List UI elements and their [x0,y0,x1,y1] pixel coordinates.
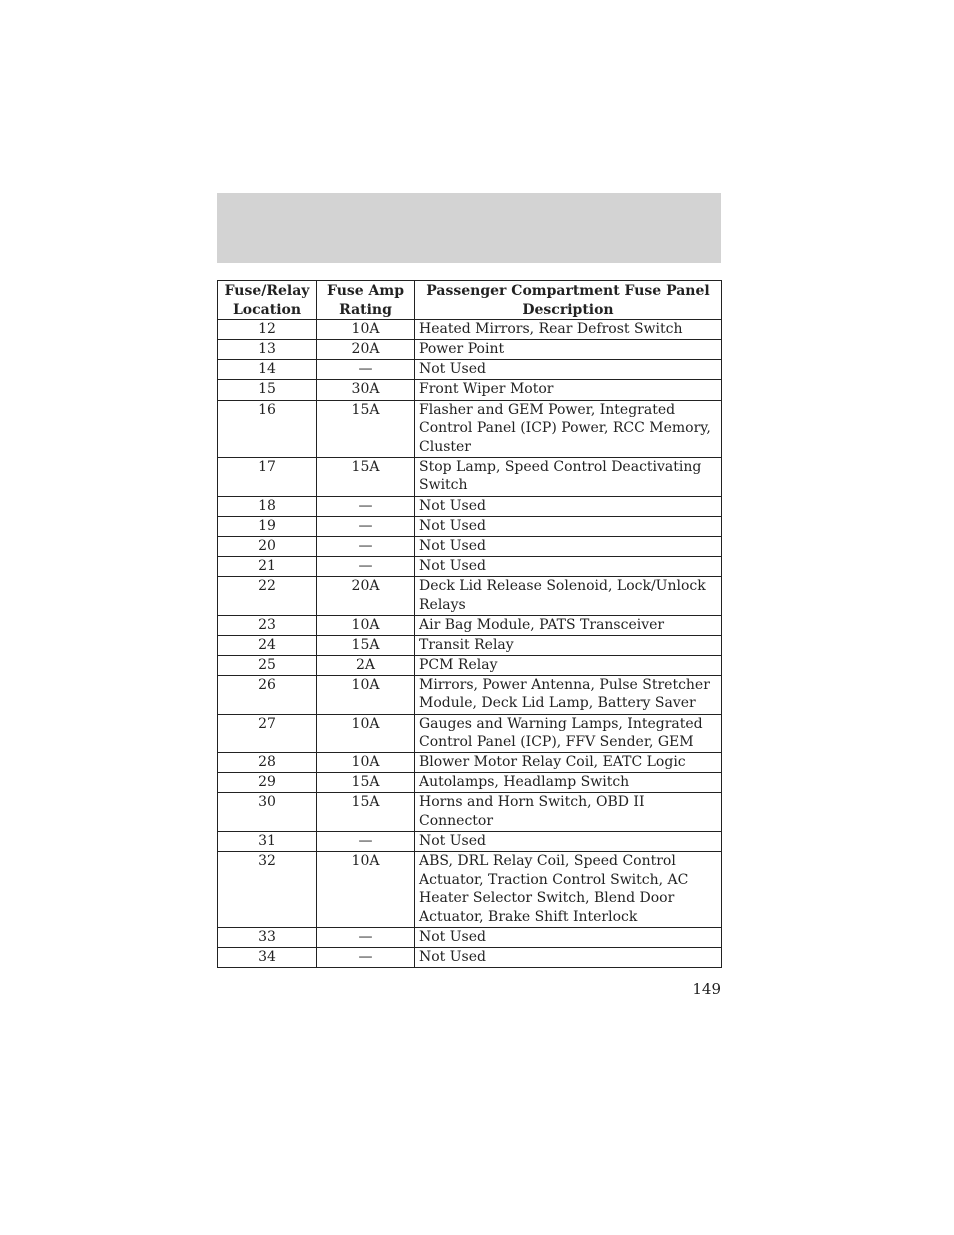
fuse-location-cell: 34 [218,948,317,968]
fuse-amp-cell: — [317,928,415,948]
fuse-location-cell: 30 [218,793,317,832]
fuse-description-cell: Not Used [415,948,722,968]
fuse-description-cell: Front Wiper Motor [415,380,722,400]
fuse-description-cell: Mirrors, Power Antenna, Pulse Stretcher Module, Deck Lid Lamp, Battery Saver [415,675,722,714]
header-description: Passenger Compartment Fuse Panel Description [415,281,722,320]
fuse-location-cell: 18 [218,496,317,516]
table-row [218,675,722,714]
table-row [218,773,722,793]
fuse-description-cell: Autolamps, Headlamp Switch [415,773,722,793]
fuse-amp-cell: 10A [317,714,415,753]
fuse-location-cell: 31 [218,832,317,852]
fuse-location-cell: 24 [218,635,317,655]
section-header-band [217,193,721,263]
fuse-amp-cell: 20A [317,576,415,615]
header-amp-rating: Fuse Amp Rating [317,281,415,320]
fuse-description-cell: Blower Motor Relay Coil, EATC Logic [415,753,722,773]
fuse-location-cell: 14 [218,360,317,380]
fuse-amp-cell: 10A [317,615,415,635]
fuse-amp-cell: — [317,832,415,852]
fuse-location-cell: 17 [218,457,317,496]
table-row [218,655,722,675]
fuse-amp-cell: 10A [317,675,415,714]
fuse-amp-cell: 30A [317,380,415,400]
fuse-description-cell: Stop Lamp, Speed Control Deactivating Switch [415,457,722,496]
fuse-amp-cell: — [317,536,415,556]
fuse-amp-cell: 2A [317,655,415,675]
fuse-amp-cell: 15A [317,793,415,832]
table-row [218,615,722,635]
fuse-description-cell: Power Point [415,340,722,360]
fuse-description-cell: Air Bag Module, PATS Transceiver [415,615,722,635]
fuse-table-body [218,320,722,968]
fuse-description-cell: Not Used [415,536,722,556]
fuse-location-cell: 25 [218,655,317,675]
fuse-description-cell: Flasher and GEM Power, Integrated Control Panel (ICP) Power, RCC Memory, Cluster [415,400,722,457]
fuse-location-cell: 32 [218,852,317,928]
table-row [218,852,722,928]
fuse-amp-cell: — [317,516,415,536]
fuse-table [217,280,722,968]
fuse-amp-cell: — [317,360,415,380]
fuse-description-cell: PCM Relay [415,655,722,675]
fuse-description-cell: Not Used [415,928,722,948]
fuse-location-cell: 20 [218,536,317,556]
fuse-description-cell: Transit Relay [415,635,722,655]
fuse-location-cell: 12 [218,320,317,340]
table-row [218,832,722,852]
table-row [218,714,722,753]
fuse-amp-cell: 15A [317,457,415,496]
fuse-description-cell: Not Used [415,832,722,852]
fuse-location-cell: 33 [218,928,317,948]
table-row [218,928,722,948]
table-row [218,360,722,380]
fuse-description-cell: Horns and Horn Switch, OBD II Connector [415,793,722,832]
fuse-description-cell: Not Used [415,516,722,536]
table-row [218,496,722,516]
fuse-description-cell: Not Used [415,360,722,380]
fuse-location-cell: 23 [218,615,317,635]
table-row [218,793,722,832]
fuse-location-cell: 13 [218,340,317,360]
fuse-amp-cell: 10A [317,320,415,340]
table-row [218,320,722,340]
page-number: 149 [692,980,721,998]
fuse-location-cell: 21 [218,556,317,576]
fuse-location-cell: 27 [218,714,317,753]
fuse-description-cell: ABS, DRL Relay Coil, Speed Control Actuator, Traction Control Switch, AC Heater Selector Switch, Blend Door Actuator, Brake Shift Interlock [415,852,722,928]
table-row [218,576,722,615]
table-row [218,948,722,968]
header-location: Fuse/Relay Location [218,281,317,320]
fuse-amp-cell: 15A [317,635,415,655]
fuse-description-cell: Heated Mirrors, Rear Defrost Switch [415,320,722,340]
fuse-location-cell: 15 [218,380,317,400]
fuse-amp-cell: — [317,556,415,576]
table-row [218,457,722,496]
fuse-description-cell: Not Used [415,556,722,576]
fuse-description-cell: Not Used [415,496,722,516]
fuse-location-cell: 29 [218,773,317,793]
table-row [218,753,722,773]
fuse-amp-cell: 10A [317,852,415,928]
fuse-amp-cell: 10A [317,753,415,773]
fuse-amp-cell: — [317,948,415,968]
fuse-amp-cell: 15A [317,400,415,457]
table-row [218,556,722,576]
table-row [218,516,722,536]
table-row [218,340,722,360]
fuse-location-cell: 16 [218,400,317,457]
table-header-row [218,281,722,320]
fuse-amp-cell: 15A [317,773,415,793]
fuse-location-cell: 19 [218,516,317,536]
table-row [218,635,722,655]
fuse-location-cell: 28 [218,753,317,773]
fuse-amp-cell: — [317,496,415,516]
fuse-location-cell: 22 [218,576,317,615]
fuse-description-cell: Deck Lid Release Solenoid, Lock/Unlock Relays [415,576,722,615]
fuse-amp-cell: 20A [317,340,415,360]
fuse-location-cell: 26 [218,675,317,714]
fuse-description-cell: Gauges and Warning Lamps, Integrated Control Panel (ICP), FFV Sender, GEM [415,714,722,753]
table-row [218,536,722,556]
table-row [218,380,722,400]
table-row [218,400,722,457]
